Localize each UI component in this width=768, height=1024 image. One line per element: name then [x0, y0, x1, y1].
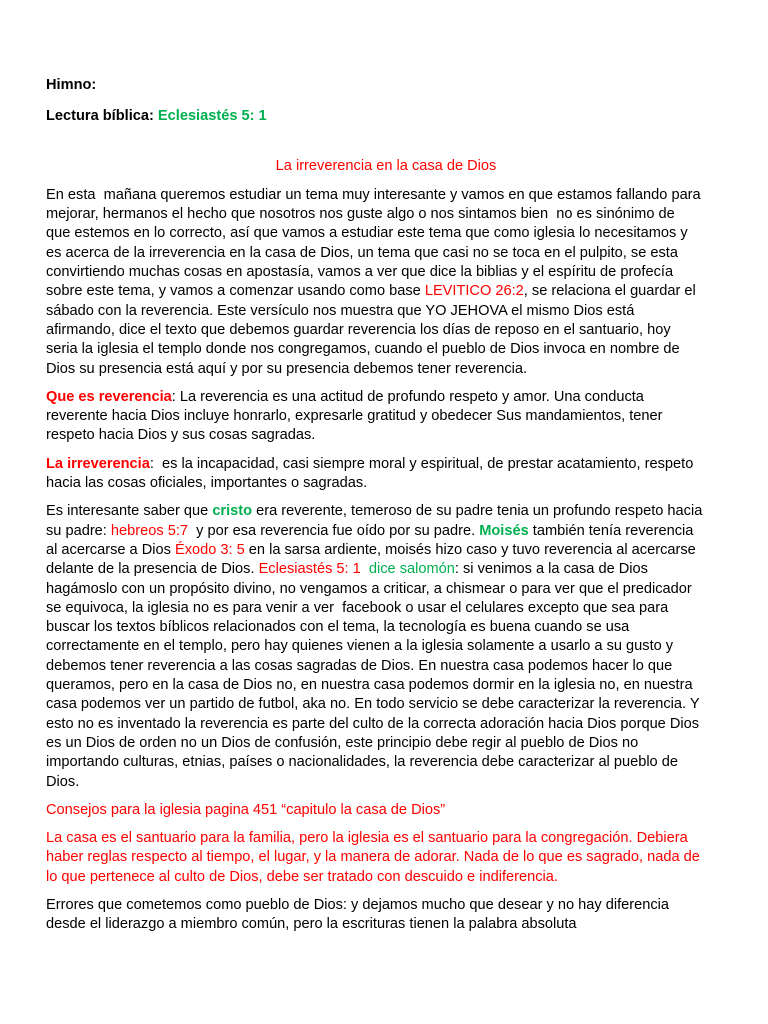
text-run: delante de la presencia de Dios.	[46, 561, 259, 578]
paragraph-line	[46, 560, 726, 579]
paragraph-line	[46, 282, 726, 301]
paragraph-line: haber reglas respecto al tiempo, el lugar, y la manera de adorar. Nada de lo que es sagrado, nada de	[46, 849, 700, 866]
paragraph-line: lo que pertenece al culto de Dios, debe ser tratado con descuido e indiferencia.	[46, 868, 558, 885]
intro-paragraph	[46, 186, 726, 379]
bible-reference: hebreos 5:7	[110, 522, 188, 539]
paragraph-line: es un Dios de orden no un Dios de confusión, este principio debe regir al pueblo de Dios no	[46, 734, 639, 751]
paragraph-line: afirmando, dice el texto que debemos guardar reverencia los días de reposo en el santuario, hoy	[46, 321, 671, 338]
paragraph-line: es acerca de la irreverencia en la casa de Dios, un tema que casi no se toca en el pulpito, se esta	[46, 244, 678, 261]
text-run: : La reverencia es una actitud de profundo respeto y amor. Una conducta	[171, 388, 644, 405]
text-run: sobre este tema, y vamos a comenzar usando como base	[46, 283, 425, 300]
paragraph-line: casa podemos ver un partido de futbol, aka no. En todo servicio se debe caracterizar la reverencia. Y	[46, 696, 700, 713]
definition-irreverencia	[46, 455, 726, 494]
paragraph-line: buscar los textos bíblicos relacionados con el tema, la tecnología es buena cuando se usa	[46, 619, 630, 636]
text-run: era reverente, temeroso de su padre tenia un profundo respeto hacia	[252, 503, 703, 520]
paragraph-line: mejorar, hermanos el hecho que nosotros nos guste algo o nos sintamos bien no es sinónimo de	[46, 206, 675, 223]
paragraph-line: respeto hacia Dios y sus cosas sagradas.	[46, 427, 316, 444]
reading-line	[46, 107, 726, 126]
reading-reference: Eclesiastés 5: 1	[157, 108, 267, 125]
text-run: : si venimos a la casa de Dios	[454, 561, 648, 578]
paragraph-line	[46, 502, 726, 521]
paragraph-line: debemos tener reverencia a las cosas sagradas de Dios. En nuestra casa podemos hacer lo que	[46, 657, 673, 674]
paragraph-line: que estemos en lo correcto, así que vamos a estudiar este tema que como iglesia lo necesitamos y	[46, 225, 688, 242]
hymn-label: Himno:	[46, 77, 97, 93]
highlighted-name: dice salomón	[360, 561, 455, 578]
paragraph-line: desde el liderazgo a miembro común, pero la escrituras tienen la palabra absoluta	[46, 916, 577, 933]
paragraph-line: sábado con la reverencia. Este versículo nos muestra que YO JEHOVA el mismo Dios está	[46, 302, 635, 319]
paragraph-line: Errores que cometemos como pueblo de Dios: y dejamos mucho que desear y no hay diferencia	[46, 896, 669, 913]
bible-reference: LEVITICO 26:2	[424, 283, 524, 300]
paragraph-line: Dios.	[46, 773, 80, 790]
paragraph-line: En esta mañana queremos estudiar un tema muy interesante y vamos en que estamos fallando para	[46, 186, 701, 203]
paragraph-line: reverente hacia Dios incluye honrarlo, expresarle gratitud y obedecer Sus mandamientos, tener	[46, 408, 663, 425]
text-run: en la sarsa ardiente, moisés hizo caso y tuvo reverencia al acercarse	[244, 541, 696, 558]
paragraph-line: convirtiendo muchas cosas en apostasía, vamos a ver que dice la biblias y el espíritu de profecía	[46, 264, 674, 281]
paragraph-line: hagámoslo con un propósito divino, no vengamos a criticar, a chismear o para ver que el predicador	[46, 580, 692, 597]
quote-paragraph	[46, 829, 726, 887]
paragraph-line: esto no es inventado la reverencia es parte del culto de la correcta adoración hacia Dios porque Dios	[46, 715, 700, 732]
paragraph-line	[46, 455, 726, 474]
text-run: su padre:	[46, 522, 111, 539]
text-run: también tenía reverencia	[528, 522, 694, 539]
paragraph-line	[46, 522, 726, 541]
paragraph-line: queramos, pero en la casa de Dios no, en nuestra casa podemos dormir en la iglesia no, en nuestra	[46, 677, 693, 694]
bible-reference: Éxodo 3: 5	[174, 541, 245, 558]
paragraph-line	[46, 541, 726, 560]
definition-term: Que es reverencia	[46, 388, 172, 405]
bible-reference: Eclesiastés 5: 1	[258, 561, 361, 578]
paragraph-line: La casa es el santuario para la familia, pero la iglesia es el santuario para la congregación. Debiera	[46, 830, 688, 847]
paragraph-line	[46, 388, 726, 407]
paragraph-line: correctamente en el templo, pero hay quienes vienen a la iglesia solamente a usarlo a su gusto y	[46, 638, 674, 655]
text-run: al acercarse a Dios	[46, 541, 175, 558]
text-run: y por esa reverencia fue oído por su padre.	[188, 522, 480, 539]
errores-paragraph	[46, 896, 726, 935]
highlighted-name: cristo	[212, 503, 253, 520]
paragraph-line: seria la iglesia el templo donde nos congregamos, cuando el pueblo de Dios invoca en nombre de	[46, 341, 680, 358]
text-run: : es la incapacidad, casi siempre moral y espiritual, de prestar acatamiento, respeto	[149, 455, 694, 472]
paragraph-line: se equivoca, la iglesia no es para venir a ver facebook o usar el celulares excepto que sea para	[46, 599, 669, 616]
text-run: , se relaciona el guardar el	[523, 283, 696, 300]
consejos-reference: Consejos para la iglesia pagina 451 “capitulo la casa de Dios”	[46, 801, 446, 818]
definition-reverencia	[46, 388, 726, 446]
body-paragraph	[46, 502, 726, 791]
paragraph-line: importando culturas, etnias, países o nacionalidades, la reverencia debe caracterizar al pueblo de	[46, 754, 678, 771]
paragraph-line: Dios su presencia está aquí y por su presencia debemos tener reverencia.	[46, 360, 528, 377]
text-run: Es interesante saber que	[46, 503, 213, 520]
definition-term: La irreverencia	[46, 455, 150, 472]
reading-label: Lectura bíblica:	[46, 108, 158, 125]
paragraph-line: hacia las cosas oficiales, importantes o sagradas.	[46, 475, 368, 492]
sermon-title: La irreverencia en la casa de Dios	[275, 157, 497, 174]
document-page	[46, 76, 726, 944]
highlighted-name: Moisés	[479, 522, 529, 539]
